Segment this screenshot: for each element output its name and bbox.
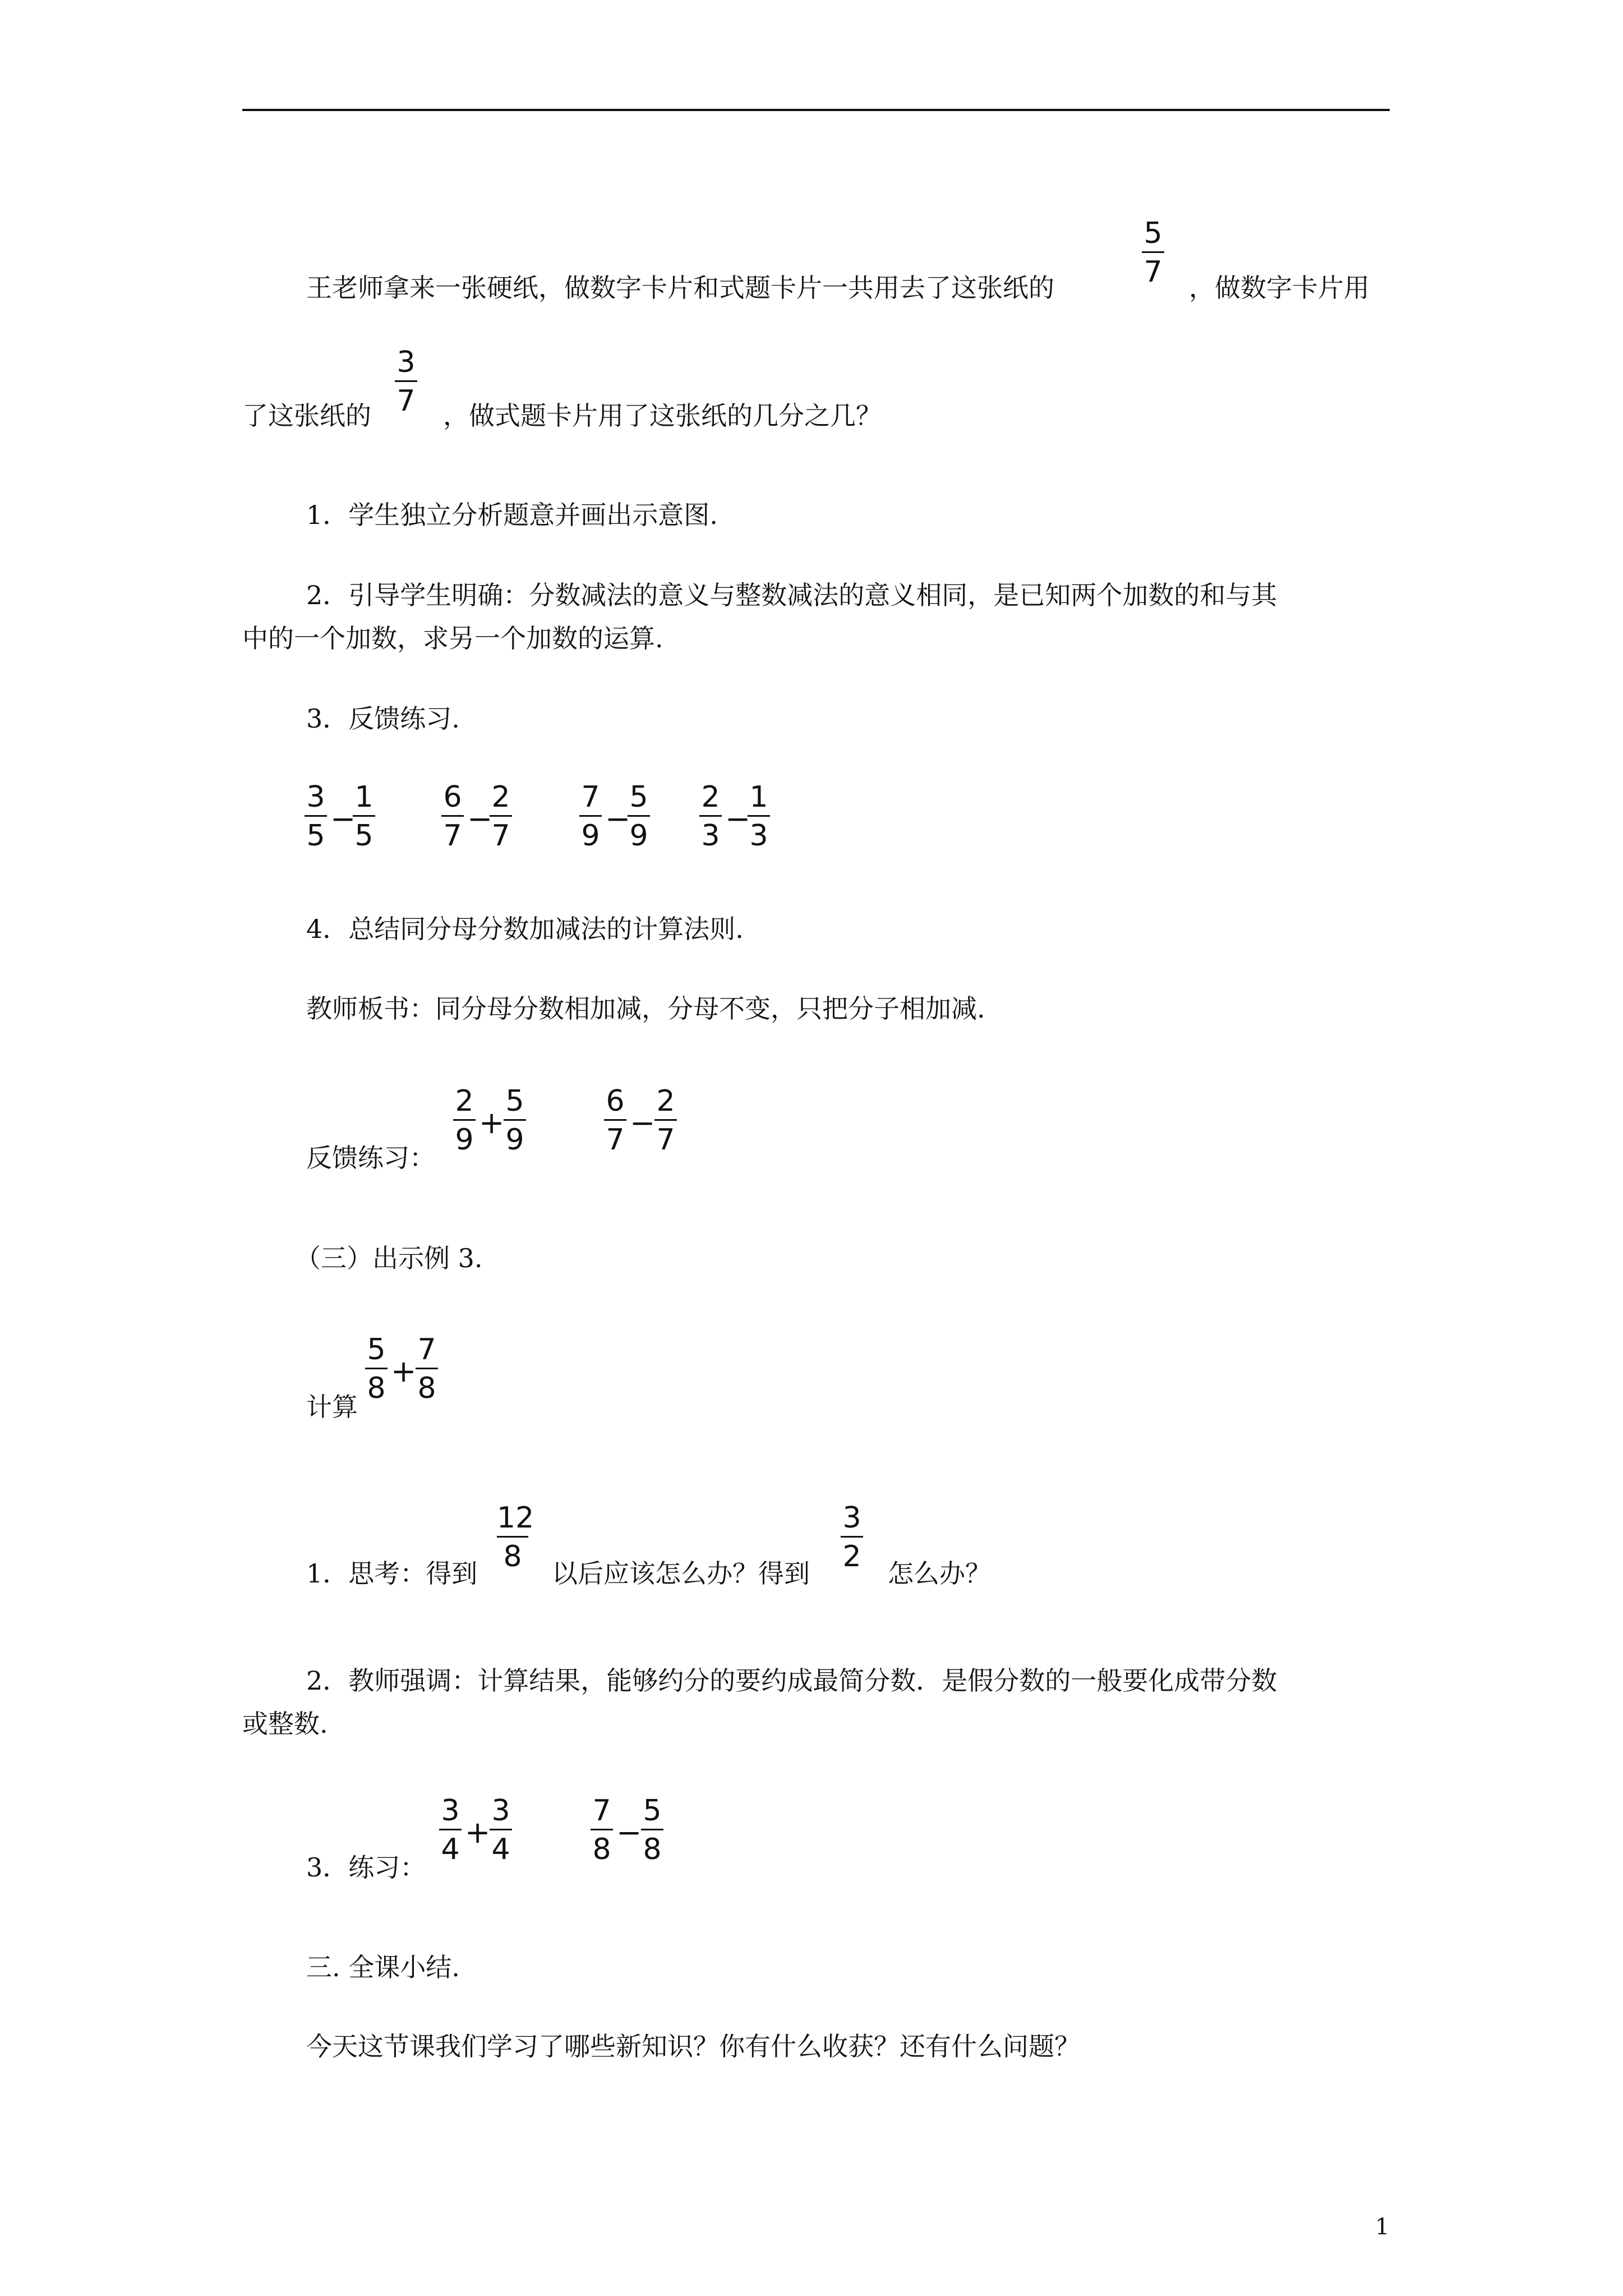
think-prefix: 1．思考：得到	[306, 1558, 478, 1589]
fraction-bar	[490, 1829, 512, 1830]
fraction-numerator: 7	[417, 1333, 436, 1366]
fraction-bar	[604, 1119, 626, 1121]
fraction-denominator: 8	[643, 1833, 662, 1866]
think-suffix: 怎么办？	[888, 1558, 991, 1589]
fraction-denominator: 7	[396, 384, 416, 418]
step-2-line-1: 2．引导学生明确：分数减法的意义与整数减法的意义相同，是已知两个加数的和与其	[306, 580, 1278, 610]
exercise-3-operator: −	[605, 801, 631, 836]
fraction-bar	[579, 815, 602, 817]
fraction-numerator: 1	[749, 780, 768, 814]
fraction-numerator: 12	[497, 1501, 534, 1535]
exercise-2-right-fraction	[490, 781, 512, 852]
fraction-denominator: 4	[441, 1833, 460, 1866]
fraction-denominator: 3	[701, 819, 720, 853]
fraction-total	[1142, 218, 1164, 288]
problem-line-1-end: ，做数字卡片用	[1189, 273, 1370, 303]
fraction-denominator: 5	[354, 819, 374, 853]
fraction-bar	[497, 1536, 528, 1538]
fraction-digit-cards	[395, 347, 417, 417]
exercise-4-left-fraction	[699, 781, 722, 852]
feedback-2-operator: −	[630, 1105, 656, 1140]
exercise-2-operator: −	[467, 801, 493, 836]
fraction-bar	[490, 815, 512, 817]
fraction-denominator: 8	[592, 1833, 611, 1866]
fraction-numerator: 3	[491, 1794, 510, 1828]
fraction-bar	[395, 380, 417, 382]
fraction-denominator: 9	[505, 1123, 524, 1157]
exercise-3-right-fraction	[628, 781, 650, 852]
feedback-1-right-fraction	[504, 1085, 526, 1156]
example-3-right-fraction	[416, 1334, 438, 1404]
fraction-denominator: 2	[842, 1540, 861, 1573]
exercise-4-right-fraction	[748, 781, 770, 852]
step-4: 4．总结同分母分数加减法的计算法则.	[306, 914, 744, 944]
conclusion-question: 今天这节课我们学习了哪些新知识？你有什么收获？还有什么问题？	[306, 2031, 1080, 2062]
page-number: 1	[1375, 2214, 1390, 2240]
example-3-heading: （三）出示例 3.	[295, 1243, 483, 1273]
emphasis-line-1: 2．教师强调：计算结果，能够约分的要约成最简分数．是假分数的一般要化成带分数	[306, 1665, 1278, 1696]
step-3: 3．反馈练习.	[306, 703, 460, 734]
fraction-numerator: 5	[367, 1333, 386, 1366]
fraction-bar	[453, 1119, 476, 1121]
fraction-denominator: 9	[629, 819, 648, 853]
fraction-denominator: 8	[503, 1540, 522, 1573]
fraction-numerator: 5	[505, 1084, 524, 1118]
step-1: 1．学生独立分析题意并画出示意图.	[306, 500, 718, 530]
feedback-2-left-fraction	[604, 1085, 626, 1156]
fraction-numerator: 1	[354, 780, 374, 814]
fraction-numerator: 2	[455, 1084, 474, 1118]
conclusion-heading: 三. 全课小结.	[306, 1952, 460, 1982]
fraction-denominator: 5	[306, 819, 325, 853]
practice-2-left-fraction	[591, 1795, 613, 1865]
fraction-denominator: 3	[749, 819, 768, 853]
exercise-1-left-fraction	[305, 781, 327, 852]
feedback-label: 反馈练习：	[306, 1143, 435, 1173]
fraction-denominator: 7	[656, 1123, 675, 1157]
header-rule	[242, 109, 1390, 111]
practice-label: 3．练习：	[306, 1852, 426, 1883]
emphasis-line-2: 或整数.	[242, 1709, 328, 1739]
fraction-bar	[654, 1119, 677, 1121]
think-fraction-3-2	[841, 1502, 863, 1572]
problem-line-1: 王老师拿来一张硬纸，做数字卡片和式题卡片一共用去了这张纸的	[306, 273, 1054, 303]
exercise-2-left-fraction	[441, 781, 464, 852]
fraction-numerator: 3	[306, 780, 325, 814]
feedback-1-operator: +	[479, 1105, 505, 1140]
example-3-left-fraction	[365, 1334, 388, 1404]
exercise-1-right-fraction	[353, 781, 375, 852]
feedback-1-left-fraction	[453, 1085, 476, 1156]
fraction-numerator: 5	[643, 1794, 662, 1828]
fraction-numerator: 6	[443, 780, 462, 814]
fraction-denominator: 9	[455, 1123, 474, 1157]
fraction-bar	[416, 1368, 438, 1369]
problem-line-2-end: ，做式题卡片用了这张纸的几分之几？	[443, 401, 882, 431]
fraction-numerator: 3	[842, 1501, 861, 1535]
fraction-denominator: 9	[581, 819, 600, 853]
practice-1-operator: +	[465, 1815, 491, 1850]
fraction-bar	[353, 815, 375, 817]
practice-1-right-fraction	[490, 1795, 512, 1865]
exercise-4-operator: −	[725, 801, 751, 836]
fraction-bar	[365, 1368, 388, 1369]
fraction-numerator: 3	[396, 346, 416, 379]
fraction-numerator: 3	[441, 1794, 460, 1828]
fraction-denominator: 8	[367, 1372, 386, 1405]
fraction-numerator: 7	[592, 1794, 611, 1828]
fraction-denominator: 8	[417, 1372, 436, 1405]
fraction-bar	[699, 815, 722, 817]
step-2-line-2: 中的一个加数，求另一个加数的运算.	[242, 623, 663, 654]
example-3-operator: +	[391, 1354, 417, 1389]
fraction-denominator: 7	[443, 819, 462, 853]
fraction-bar	[628, 815, 650, 817]
fraction-numerator: 2	[491, 780, 510, 814]
exercise-3-left-fraction	[579, 781, 602, 852]
fraction-bar	[841, 1536, 863, 1538]
teacher-board-note: 教师板书：同分母分数相加减，分母不变，只把分子相加减.	[306, 993, 985, 1024]
fraction-numerator: 6	[606, 1084, 625, 1118]
fraction-numerator: 5	[1144, 217, 1163, 250]
calc-label: 计算	[306, 1392, 358, 1422]
fraction-bar	[305, 815, 327, 817]
fraction-bar	[504, 1119, 526, 1121]
practice-2-right-fraction	[641, 1795, 663, 1865]
exercise-1-operator: −	[330, 801, 356, 836]
problem-line-2-start: 了这张纸的	[242, 401, 371, 431]
think-middle: 以后应该怎么办？得到	[552, 1558, 810, 1589]
feedback-2-right-fraction	[654, 1085, 677, 1156]
fraction-bar	[441, 815, 464, 817]
fraction-bar	[439, 1829, 462, 1830]
fraction-denominator: 4	[491, 1833, 510, 1866]
fraction-numerator: 7	[581, 780, 600, 814]
fraction-bar	[1142, 251, 1164, 253]
fraction-denominator: 7	[606, 1123, 625, 1157]
practice-2-operator: −	[616, 1815, 642, 1850]
fraction-bar	[591, 1829, 613, 1830]
fraction-numerator: 5	[629, 780, 648, 814]
fraction-bar	[748, 815, 770, 817]
think-fraction-12-8	[497, 1501, 534, 1573]
fraction-denominator: 7	[491, 819, 510, 853]
fraction-denominator: 7	[1144, 255, 1163, 289]
fraction-numerator: 2	[701, 780, 720, 814]
fraction-numerator: 2	[656, 1084, 675, 1118]
practice-1-left-fraction	[439, 1795, 462, 1865]
fraction-bar	[641, 1829, 663, 1830]
